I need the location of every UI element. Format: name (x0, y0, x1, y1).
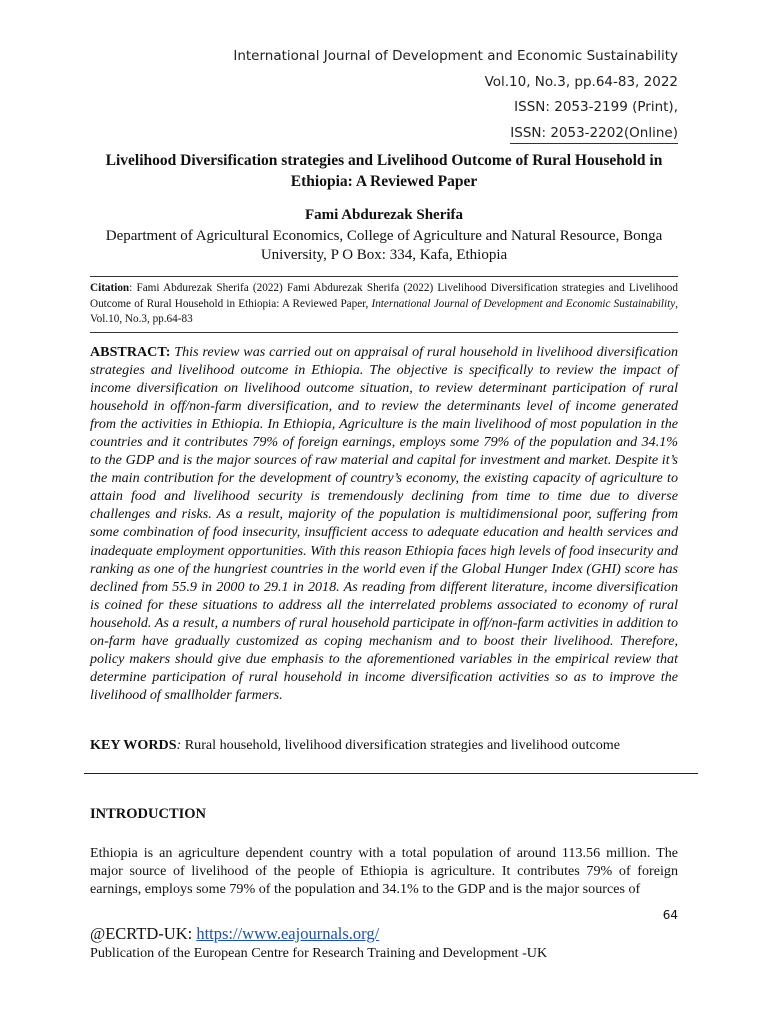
issn-online: ISSN: 2053-2202(Online) (510, 123, 678, 144)
citation-text: : Fami Abdurezak Sherifa (2022) Fami Abdurezak Sherifa (2022) Livelihood Diversification strategies and Livelihood Outcome of Rural Household in Ethiopia: A Reviewed Paper, (90, 282, 678, 310)
volume-info: Vol.10, No.3, pp.64-83, 2022 (484, 73, 678, 90)
introduction-paragraph: Ethiopia is an agriculture dependent country with a total population of around 113.56 million. The major source of livelihood of the people of Ethiopia is agriculture. It contributes 79% of foreign earnings, employs some 79% of the population and 34.1% to the GDP and is the major sources of (90, 845, 678, 897)
citation-label: Citation (90, 282, 130, 294)
keywords-label: KEY WORDS (90, 737, 177, 753)
citation-journal: International Journal of Development and Economic Sustainability (371, 297, 676, 310)
keywords-text: Rural household, livelihood diversification strategies and livelihood outcome (181, 737, 621, 753)
page-number: 64 (662, 908, 678, 922)
abstract (90, 343, 678, 704)
journal-name: International Journal of Development and Economic Sustainability (233, 48, 678, 64)
author-name: Fami Abdurezak Sherifa (304, 207, 464, 223)
author-affiliation: Department of Agricultural Economics, College of Agriculture and Natural Resource, Bonga University, P O Box: 334, Kafa, Ethiopia (105, 228, 663, 263)
footer-org: @ECRTD-UK: (90, 924, 197, 943)
citation-tail: , Vol.10, No.3, pp.64-83 (90, 297, 678, 326)
abstract-text: This review was carried out on appraisal of rural household in livelihood diversification strategies and livelihood outcome in Ethiopia. The objective is specifically to review the impact of income diversification on livelihood outcome situation, to review determinant participation of rural household in off/non-farm diversification, and to review the determinants level of income generated from the activities in Ethiopia. In Ethiopia, Agriculture is the main livelihood of most population in the countries and it contributes 79% of foreign earnings, employs some 79% of the population and 34.1% to the GDP and is the major sources of raw material and capital for investment and market. Despite it’s the main contribution for the development of country’s economy, the existing capacity of agriculture to attain food and livelihood security is tremendously declining from time to time due to diverse challenges and risks. As a result, majority of the population is multidimensional poor, suffering from some combination of food insecurity, insufficient access to adequate education and health services and inadequate employment opportunities. With this reason Ethiopia faces high levels of food insecurity and ranking as one of the hungriest countries in the world even if the Global Hunger Index (GHI) score has declined from 55.9 in 2000 to 29.1 in 2018. As reading from different literature, income diversification is coined for these situations to address all the interrelated problems associated to economy of rural household. As a result, a numbers of rural household participate in off/non-farm activities in addition to on-farm have gradually customized as coping mechanism and to boost their livelihood. Therefore, policy makers should give due emphasis to the aforementioned variables in the empirical review that determine participation of rural household in income diversification activities so as to improve the livelihood of smallholder farmers. (90, 344, 678, 703)
abstract-label: ABSTRACT: (90, 344, 171, 360)
introduction-heading: INTRODUCTION (90, 806, 207, 822)
keywords (90, 737, 678, 754)
citation-box (90, 276, 678, 333)
issn-print: ISSN: 2053-2199 (Print), (514, 99, 678, 115)
paper-title: Livelihood Diversification strategies and Livelihood Outcome of Rural Household in Ethiopia: A Reviewed Paper (105, 152, 663, 190)
keywords-colon: : (176, 737, 182, 753)
footer-org-line (90, 924, 379, 944)
section-divider (84, 773, 698, 774)
journal-header (158, 44, 678, 146)
footer-publication: Publication of the European Centre for Research Training and Development -UK (90, 945, 548, 961)
footer-link[interactable]: https://www.eajournals.org/ (196, 924, 380, 943)
